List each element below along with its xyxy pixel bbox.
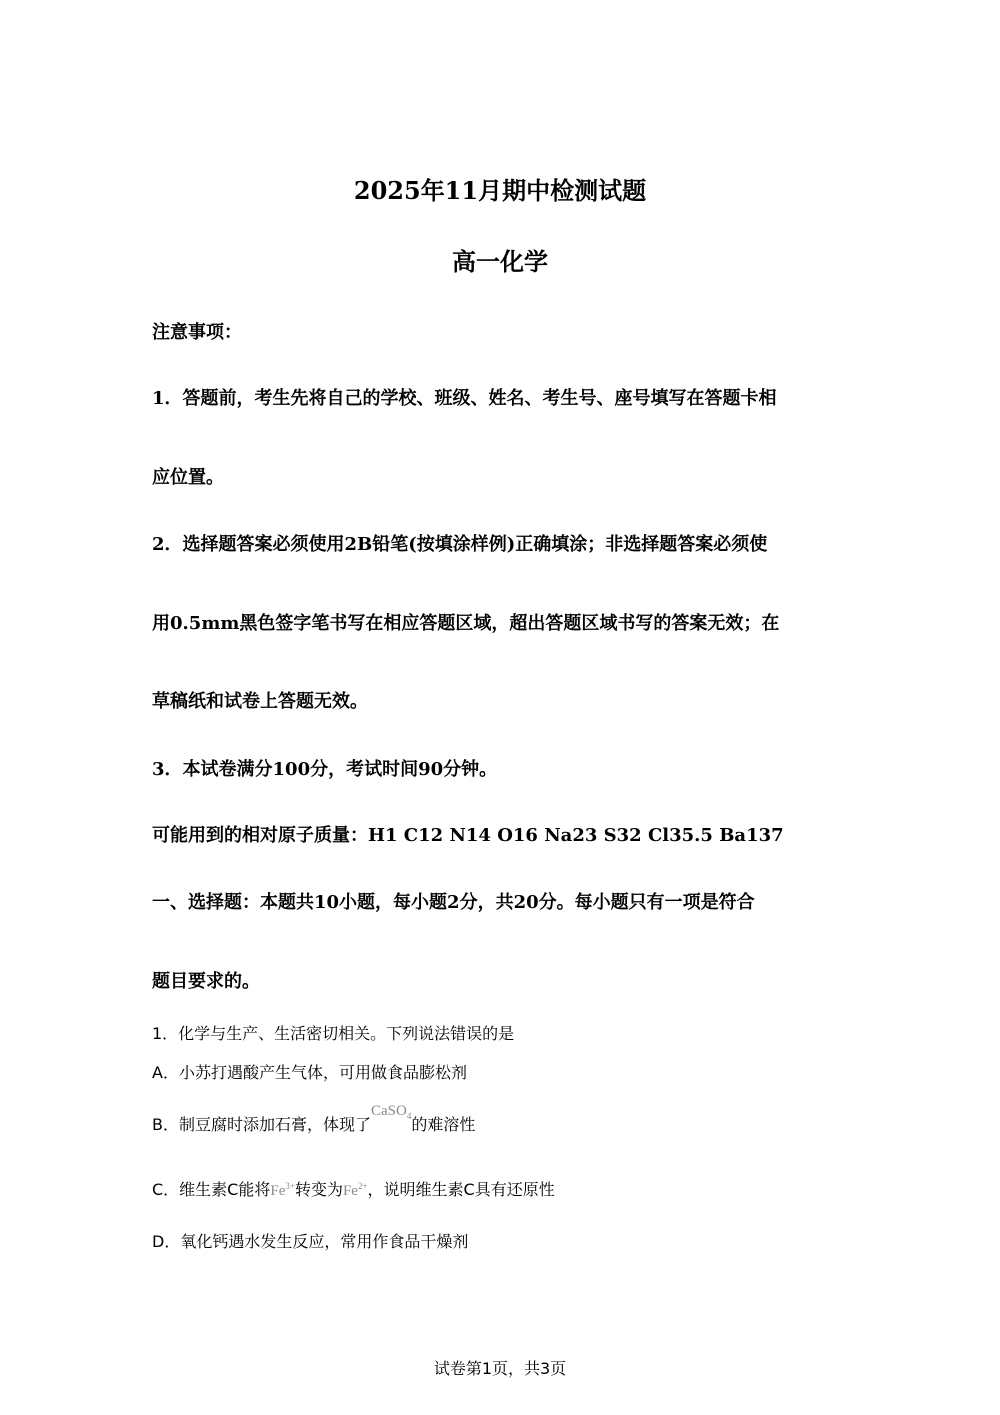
notice-item-2-line-1: 2．选择题答案必须使用2B铅笔(按填涂样例)正确填涂；非选择题答案必须使 [152, 534, 768, 555]
section-1-line-1: 一、选择题：本题共10小题，每小题2分，共20分。每小题只有一项是符合 [152, 892, 755, 913]
question-1-stem: 1．化学与生产、生活密切相关。下列说法错误的是 [152, 1024, 515, 1043]
question-1-option-b [152, 1103, 476, 1136]
notice-item-3: 3．本试卷满分100分，考试时间90分钟。 [152, 759, 498, 780]
notice-heading: 注意事项： [152, 322, 242, 343]
notice-item-1-line-1: 1．答题前，考生先将自己的学校、班级、姓名、考生号、座号填写在答题卡相 [152, 388, 777, 409]
option-c-suffix: ，说明维生素C具有还原性 [367, 1180, 555, 1199]
page-footer: 试卷第1页，共3页 [433, 1359, 567, 1378]
question-1-option-c [152, 1177, 555, 1200]
fe2-ion: $Fe^{2+}$ [342, 1181, 368, 1199]
question-1-option-a: A．小苏打遇酸产生气体，可用做食品膨松剂 [152, 1063, 467, 1082]
atomic-masses: 可能用到的相对原子质量：H1 C12 N14 O16 Na23 S32 Cl35.5 Ba137 [152, 825, 784, 846]
subject-title: 高一化学 [452, 247, 548, 276]
section-1-line-2: 题目要求的。 [152, 971, 260, 992]
question-1-option-d: D．氧化钙遇水发生反应，常用作食品干燥剂 [152, 1232, 469, 1251]
notice-item-1-line-2: 应位置。 [152, 467, 224, 488]
caso4-formula: CaSO$_4$ [370, 1103, 412, 1121]
option-b-suffix: 的难溶性 [411, 1115, 476, 1134]
option-c-middle: 转变为 [294, 1180, 343, 1199]
exam-title: 2025年11月期中检测试题 [353, 176, 647, 205]
option-c-prefix: C．维生素C能将 [152, 1180, 271, 1199]
fe3-ion: $Fe^{3+}$ [270, 1181, 295, 1199]
option-b-prefix: B．制豆腐时添加石膏，体现了 [152, 1115, 371, 1134]
notice-item-2-line-3: 草稿纸和试卷上答题无效。 [152, 691, 368, 712]
notice-item-2-line-2: 用0.5mm黑色签字笔书写在相应答题区域，超出答题区域书写的答案无效；在 [152, 613, 780, 634]
